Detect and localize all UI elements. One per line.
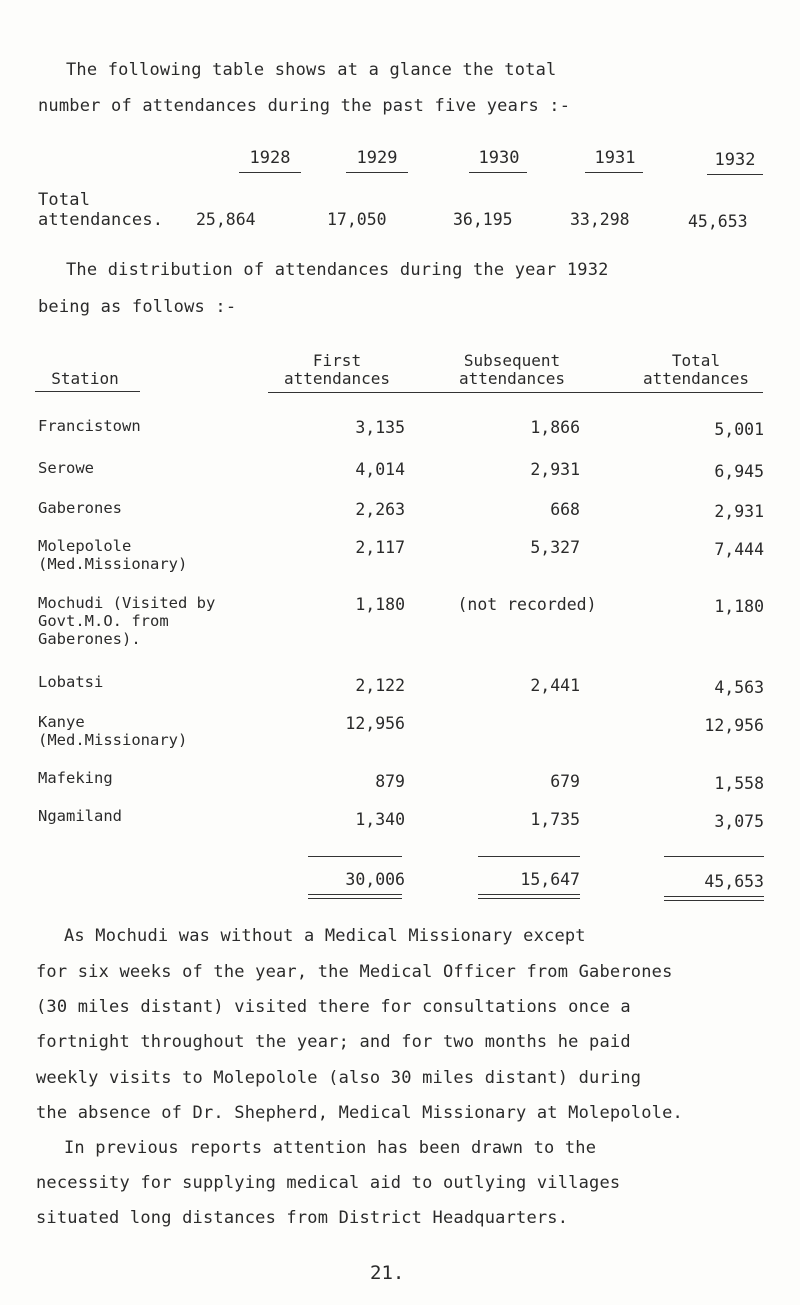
year-1930: 1930 (478, 148, 520, 168)
subsequent-value: 2,931 (530, 460, 580, 479)
header-total-1: Total (671, 351, 721, 370)
station-note: (Med.Missionary) (38, 555, 188, 573)
total-value: 3,075 (714, 812, 764, 831)
total-value: 12,956 (704, 716, 764, 735)
station-note: Govt.M.O. from (38, 612, 169, 630)
header-total-2: attendances (643, 369, 749, 388)
station-name: Mochudi (Visited by (38, 594, 216, 612)
year-1928: 1928 (249, 148, 291, 168)
intro-line-2: number of attendances during the past five years :- (38, 96, 571, 116)
distribution-line-2: being as follows :- (38, 297, 237, 317)
closing-line-2: for six weeks of the year, the Medical Officer from Gaberones (36, 962, 673, 982)
header-first-2: attendances (284, 369, 390, 388)
first-value: 2,122 (355, 676, 405, 695)
subsequent-value: 1,866 (530, 418, 580, 437)
station-name: Lobatsi (38, 673, 104, 691)
total-value: 1,180 (714, 597, 764, 616)
total-value: 2,931 (714, 502, 764, 521)
closing-line-9: situated long distances from District Headquarters. (36, 1208, 569, 1228)
subsequent-value: 2,441 (530, 676, 580, 695)
station-name: Molepolole (38, 537, 132, 555)
distribution-line-1: The distribution of attendances during the year 1932 (66, 260, 609, 280)
total-value: 7,444 (714, 540, 764, 559)
total-1929: 17,050 (327, 210, 387, 229)
first-value: 879 (375, 772, 405, 791)
first-value: 3,135 (355, 418, 405, 437)
closing-line-4: fortnight throughout the year; and for two months he paid (36, 1032, 631, 1052)
station-name: Mafeking (38, 769, 113, 787)
subsequent-value: (not recorded) (457, 595, 597, 614)
year-1932: 1932 (714, 150, 756, 170)
closing-line-3: (30 miles distant) visited there for consultations once a (36, 997, 631, 1017)
year-1931: 1931 (594, 148, 636, 168)
subsequent-value: 668 (550, 500, 580, 519)
closing-line-1: As Mochudi was without a Medical Missionary except (64, 926, 586, 946)
subsequent-value: 679 (550, 772, 580, 791)
first-value: 2,117 (355, 538, 405, 557)
station-name: Kanye (38, 713, 85, 731)
total-value: 4,563 (714, 678, 764, 697)
station-name: Gaberones (38, 499, 122, 517)
station-name: Francistown (38, 417, 141, 435)
year-1929: 1929 (356, 148, 398, 168)
total-value: 6,945 (714, 462, 764, 481)
total-1928: 25,864 (196, 210, 256, 229)
total-value: 5,001 (714, 420, 764, 439)
station-note: (Med.Missionary) (38, 731, 188, 749)
first-value: 1,340 (355, 810, 405, 829)
total-first: 30,006 (345, 870, 405, 889)
first-value: 4,014 (355, 460, 405, 479)
total-subsequent: 15,647 (520, 870, 580, 889)
total-total: 45,653 (704, 872, 764, 891)
station-name: Serowe (38, 459, 94, 477)
subsequent-value: 5,327 (530, 538, 580, 557)
closing-line-7: In previous reports attention has been drawn to the (64, 1138, 597, 1158)
total-label-1: Total (38, 190, 91, 210)
first-value: 12,956 (345, 714, 405, 733)
total-1932: 45,653 (688, 212, 748, 231)
first-value: 1,180 (355, 595, 405, 614)
station-name: Ngamiland (38, 807, 122, 825)
header-subsequent-2: attendances (459, 369, 565, 388)
header-station: Station (51, 369, 119, 388)
total-1931: 33,298 (570, 210, 630, 229)
header-first-1: First (312, 351, 362, 370)
page-number: 21. (370, 1262, 405, 1284)
station-note: Gaberones). (38, 630, 141, 648)
total-1930: 36,195 (453, 210, 513, 229)
first-value: 2,263 (355, 500, 405, 519)
closing-line-6: the absence of Dr. Shepherd, Medical Missionary at Molepolole. (36, 1103, 683, 1123)
closing-line-8: necessity for supplying medical aid to outlying villages (36, 1173, 621, 1193)
total-value: 1,558 (714, 774, 764, 793)
closing-line-5: weekly visits to Molepolole (also 30 miles distant) during (36, 1068, 642, 1088)
intro-line-1: The following table shows at a glance the total (66, 60, 557, 80)
subsequent-value: 1,735 (530, 810, 580, 829)
total-label-2: attendances. (38, 210, 164, 230)
header-subsequent-1: Subsequent (463, 351, 561, 370)
